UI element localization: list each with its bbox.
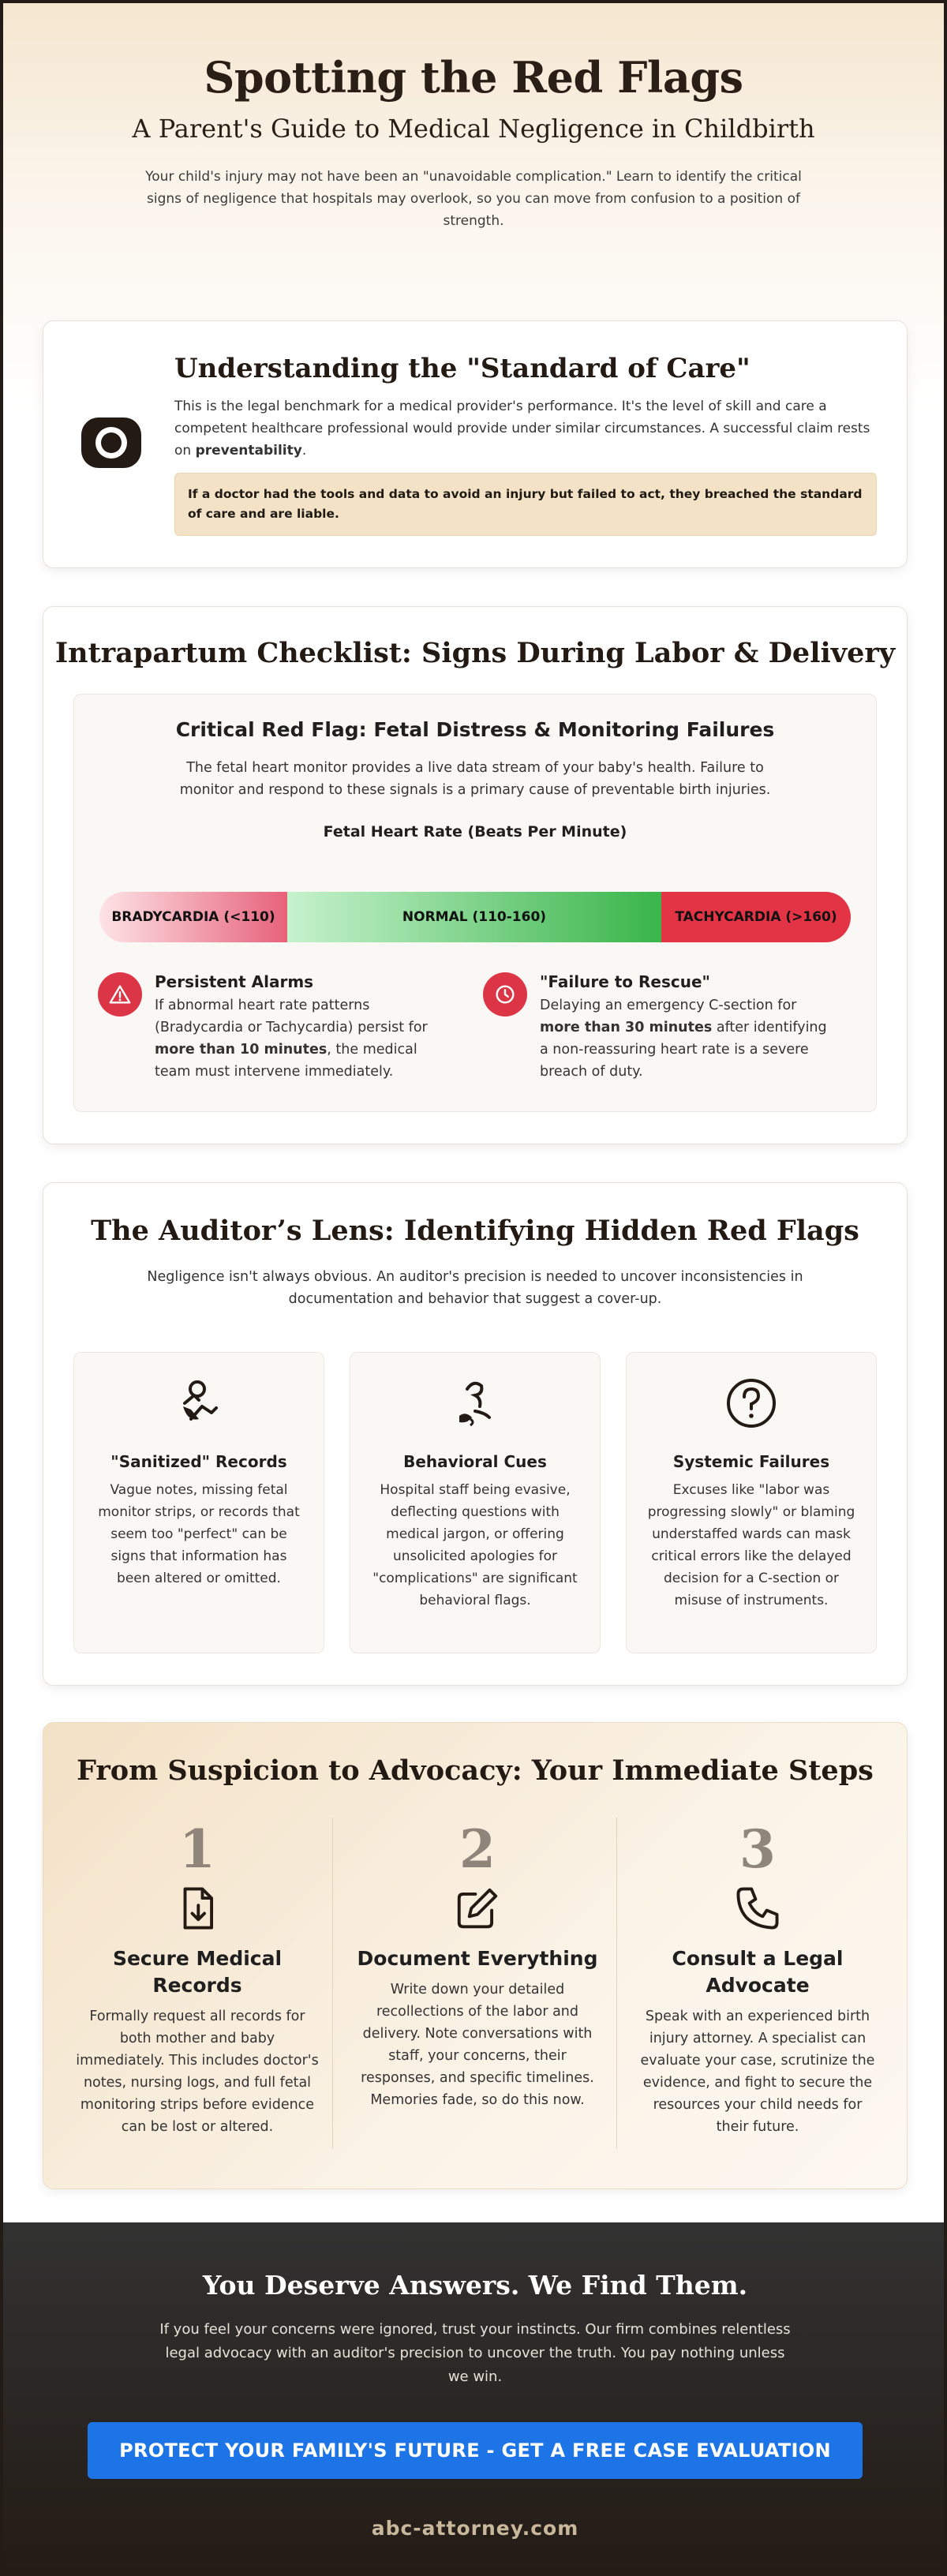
rescue-text-part: Delaying an emergency C-section for	[540, 998, 797, 1013]
auditor-lens-card	[43, 1182, 908, 1686]
immediate-steps-card	[43, 1722, 908, 2189]
intrapartum-checklist-card	[43, 606, 908, 1144]
steps-title: From Suspicion to Advocacy: Your Immediate Steps	[77, 1754, 874, 1787]
alarm-emphasis: more than 10 minutes	[155, 1042, 328, 1058]
people-cues-icon	[444, 1372, 507, 1435]
failure-to-rescue-text	[540, 994, 830, 1083]
failure-to-rescue-title: "Failure to Rescue"	[540, 972, 710, 991]
step-title: Consult a Legal Advocate	[672, 1947, 844, 1997]
pencil-square-icon	[453, 1884, 502, 1933]
auditor-title: The Auditor’s Lens: Identifying Hidden Red Flags	[91, 1215, 859, 1247]
tachycardia-zone: TACHYCARDIA (>160)	[661, 892, 851, 942]
fetal-distress-title: Critical Red Flag: Fetal Distress & Monitoring Failures	[175, 718, 775, 741]
fhr-label: Fetal Heart Rate (Beats Per Minute)	[323, 823, 627, 841]
standard-text-part: This is the legal benchmark for a medical provider's performance. It's the level of skill and care a competent healthcare professional would provide under similar circumstances. A successful claim rests on	[174, 399, 870, 459]
fetal-distress-desc: The fetal heart monitor provides a live data stream of your baby's health. Failure to monitor and respond to these signals is a primary cause of preventable birth injuries.	[179, 760, 771, 798]
step-divider	[332, 1818, 333, 2149]
sanitized-records-text: Vague notes, missing fetal monitor strips, or records that seem too "perfect" can be signs that information has been altered or omitted.	[98, 1482, 300, 1586]
sanitized-records-title: "Sanitized" Records	[110, 1452, 287, 1471]
fhr-scale-bar	[99, 892, 851, 942]
step-text: Formally request all records for both mother and baby immediately. This includes doctor's notes, nursing logs, and full fetal monitoring strips before evidence can be lost or altered.	[76, 2009, 319, 2135]
eye-icon	[80, 414, 143, 471]
liability-callout: If a doctor had the tools and data to avoid an injury but failed to act, they breached the standard of care and are liable.	[174, 473, 877, 536]
question-circle-icon	[720, 1372, 783, 1435]
failure-to-rescue-item	[483, 972, 830, 1083]
intro-text: Your child's injury may not have been an "unavoidable complication." Learn to identify the critical signs of negligence that hospitals may overlook, so you can move from confusion to a position of strength.	[145, 169, 802, 229]
standard-of-care-text	[174, 395, 877, 462]
step-divider	[616, 1818, 617, 2149]
footer-cta-section	[3, 2222, 947, 2576]
step-text: Speak with an experienced birth injury attorney. A specialist can evaluate your case, scrutinize the evidence, and fight to secure the resources your child needs for their future.	[640, 2009, 875, 2135]
step-title: Secure Medical Records	[112, 1947, 283, 1997]
step-number: 3	[739, 1818, 776, 1880]
website-domain: abc-attorney.com	[371, 2517, 579, 2540]
step-text: Write down your detailed recollections of the labor and delivery. Note conversations with staff, your concerns, their responses, and specific timelines. Memories fade, so do this now.	[361, 1982, 594, 2108]
standard-text-end: .	[301, 443, 307, 459]
behavioral-cues-item	[350, 1352, 601, 1653]
systemic-failures-text: Excuses like "labor was progressing slowly" or blaming understaffed wards can mask critical errors like the delayed decision for a C-section or misuse of instruments.	[647, 1482, 855, 1608]
footer-text: If you feel your concerns were ignored, trust your instincts. Our firm combines relentless legal advocacy with an auditor's precision to uncover the truth. You pay nothing unless we win.	[159, 2321, 791, 2385]
step-number: 1	[179, 1818, 215, 1880]
hero-header	[3, 3, 944, 319]
step-document-everything	[347, 1818, 608, 2111]
persistent-alarms-text	[155, 994, 445, 1083]
auditor-desc: Negligence isn't always obvious. An auditor's precision is needed to uncover inconsistencies in documentation and behavior that suggest a cover-up.	[147, 1269, 803, 1307]
persistent-alarms-title: Persistent Alarms	[155, 972, 314, 991]
systemic-failures-item	[626, 1352, 877, 1653]
alarm-text-part: If abnormal heart rate patterns (Bradycardia or Tachycardia) persist for	[155, 998, 428, 1035]
standard-of-care-card	[43, 320, 908, 568]
rescue-emphasis: more than 30 minutes	[540, 1020, 713, 1035]
step-consult-advocate	[627, 1818, 888, 2138]
footer-title: You Deserve Answers. We Find Them.	[202, 2270, 748, 2301]
persistent-alarms-item	[98, 972, 445, 1083]
normal-zone: NORMAL (110-160)	[287, 892, 661, 942]
phone-icon	[733, 1884, 782, 1933]
step-secure-records	[67, 1818, 328, 2138]
alarm-text-end: , the medical team must intervene immediately.	[155, 1042, 417, 1080]
fetal-distress-panel	[73, 694, 877, 1112]
behavioral-cues-text: Hospital staff being evasive, deflecting questions with medical jargon, or offering unsolicited apologies for "complications" are significant behavioral flags.	[372, 1482, 578, 1608]
page-title: Spotting the Red Flags	[204, 52, 743, 103]
free-case-evaluation-button[interactable]: PROTECT YOUR FAMILY'S FUTURE - GET A FREE CASE EVALUATION	[88, 2422, 863, 2479]
sanitized-records-item	[73, 1352, 324, 1653]
step-title: Document Everything	[357, 1947, 598, 1970]
behavioral-cues-title: Behavioral Cues	[403, 1452, 547, 1471]
step-number: 2	[459, 1818, 496, 1880]
preventability-emphasis: preventability	[195, 443, 302, 459]
file-download-icon	[173, 1884, 222, 1933]
standard-of-care-title: Understanding the "Standard of Care"	[174, 353, 750, 384]
systemic-failures-title: Systemic Failures	[672, 1452, 830, 1471]
page-subtitle: A Parent's Guide to Medical Negligence in Childbirth	[132, 114, 815, 144]
clock-icon	[483, 972, 527, 1017]
standard-of-care-body	[174, 353, 877, 536]
warning-triangle-icon	[98, 972, 142, 1017]
bradycardia-zone: BRADYCARDIA (<110)	[99, 892, 287, 942]
hand-magnifier-icon	[167, 1372, 230, 1435]
rescue-text-end: after identifying a non-reassuring heart rate is a severe breach of duty.	[540, 1020, 827, 1080]
intrapartum-title: Intrapartum Checklist: Signs During Labor & Delivery	[54, 637, 896, 669]
